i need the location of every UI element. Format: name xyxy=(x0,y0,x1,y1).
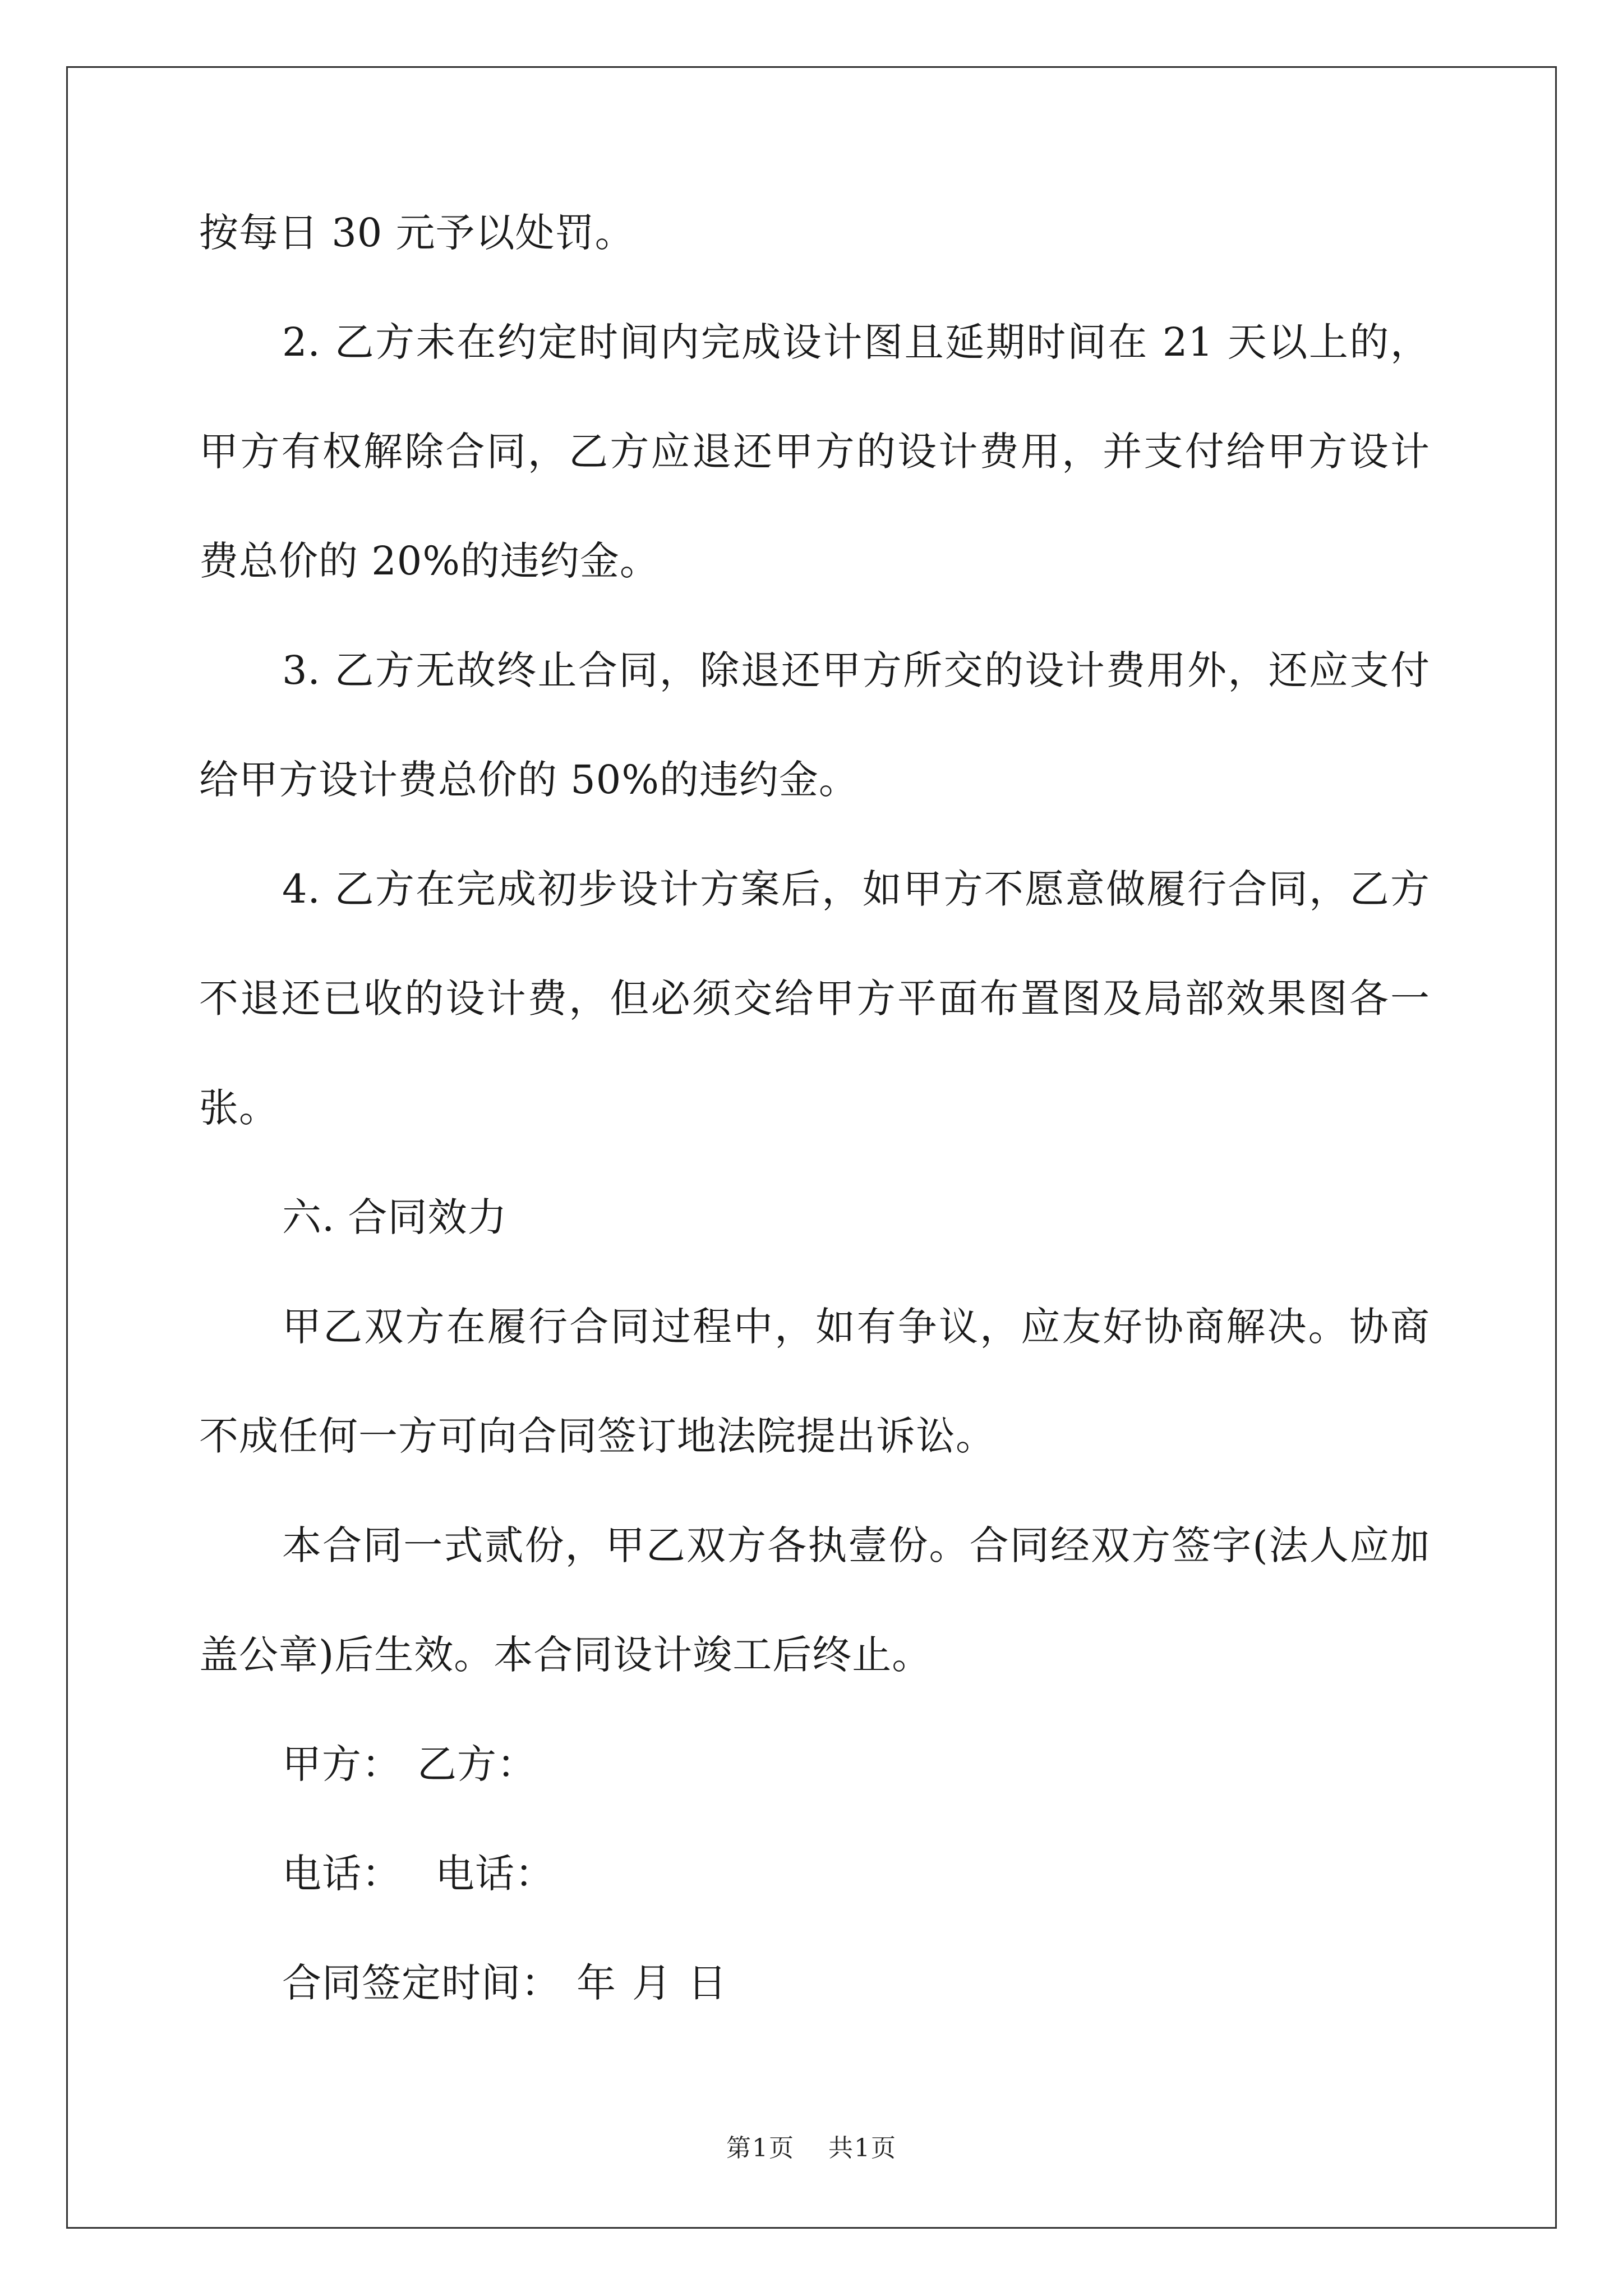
paragraph-line: 不退还已收的设计费，但必须交给甲方平面布置图及局部效果图各一 xyxy=(199,976,1430,1022)
paragraph-line: 给甲方设计费总价的 50%的违约金。 xyxy=(199,757,859,803)
party-b-label: 乙方： xyxy=(417,1741,537,1787)
paragraph-line: 张。 xyxy=(199,1085,279,1131)
page-border xyxy=(66,66,1557,2229)
signature-date xyxy=(282,1958,727,2008)
paragraph-line: 盖公章)后生效。本合同设计竣工后终止。 xyxy=(199,1632,932,1678)
signature-phones xyxy=(282,1848,555,1899)
signature-parties xyxy=(282,1739,537,1789)
page-footer xyxy=(0,2132,1623,2165)
paragraph-line: 2. 乙方未在约定时间内完成设计图且延期时间在 21 天以上的， xyxy=(282,319,1430,365)
paragraph-line: 4. 乙方在完成初步设计方案后，如甲方不愿意做履行合同，乙方 xyxy=(282,866,1430,912)
date-label: 合同签定时间： xyxy=(282,1960,561,2006)
paragraph-line: 甲方有权解除合同，乙方应退还甲方的设计费用，并支付给甲方设计 xyxy=(199,429,1430,475)
page-number-total: 共1页 xyxy=(828,2134,897,2162)
phone-b-label: 电话： xyxy=(435,1851,555,1897)
paragraph-line: 甲乙双方在履行合同过程中，如有争议，应友好协商解决。协商 xyxy=(282,1304,1430,1350)
page-number-current: 第1页 xyxy=(726,2134,795,2162)
phone-a-label: 电话： xyxy=(282,1851,402,1897)
party-a-label: 甲方： xyxy=(282,1741,402,1787)
section-heading: 六. 合同效力 xyxy=(282,1194,508,1240)
paragraph-line: 不成任何一方可向合同签订地法院提出诉讼。 xyxy=(199,1413,995,1459)
paragraph-line: 本合同一式贰份，甲乙双方各执壹份。合同经双方签字(法人应加 xyxy=(282,1522,1430,1568)
date-year: 年 xyxy=(577,1960,616,2006)
date-month: 月 xyxy=(632,1960,672,2006)
paragraph-line: 费总价的 20%的违约金。 xyxy=(199,538,660,584)
paragraph-line: 按每日 30 元予以处罚。 xyxy=(199,210,635,256)
paragraph-line: 3. 乙方无故终止合同，除退还甲方所交的设计费用外，还应支付 xyxy=(282,647,1430,693)
date-day: 日 xyxy=(688,1960,727,2006)
